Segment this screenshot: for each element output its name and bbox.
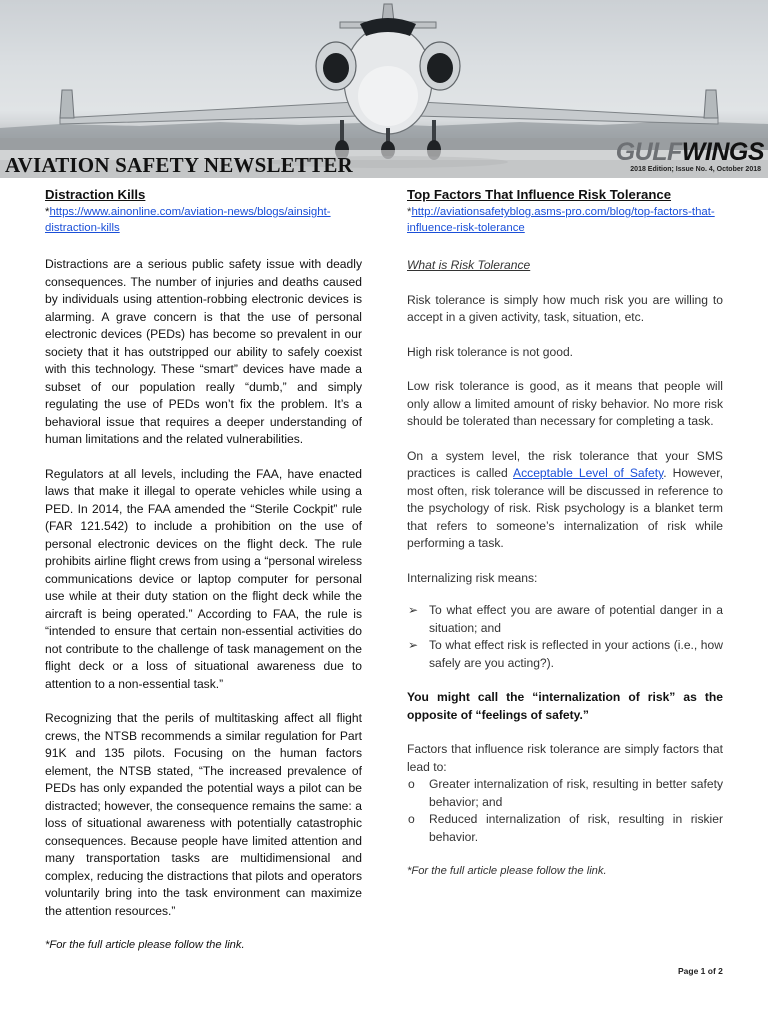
left-article-source-link[interactable]: https://www.ainonline.com/aviation-news/blogs/ainsight-distraction-kills <box>45 206 331 234</box>
right-article-heading: Top Factors That Influence Risk Tolerance <box>407 187 672 202</box>
arrow-bullet-icon: ➢ <box>408 603 419 617</box>
list-item: o Greater internalization of risk, resulting in better safety behavior; and <box>408 777 723 809</box>
newsletter-title: AVIATION SAFETY NEWSLETTER <box>5 153 353 177</box>
left-article-footer-note: *For the full article please follow the link. <box>45 939 245 951</box>
left-paragraph-1: Distractions are a serious public safety issue with deadly consequences. The number of injuries and deaths caused by individuals using attention-robbing electronic devices is alarming. A grave concern is that the use of personal electronic devices (PEDs) has become so prevalent in our society that it has outstripped our ability to safely coexist with this technology. These “smart” devices have made a subset of our population really “dumb,” and simply regulating the use of PEDs won’t fix the problem. It’s a behavioral issue that requires a deeper understanding of human limitations and the related vulnerabilities. <box>45 257 362 446</box>
left-paragraph-2: Regulators at all levels, including the FAA, have enacted laws that make it illegal to operate vehicles while using a PED. In 2014, the FAA amended the “Sterile Cockpit” rule (FAR 121.542) to include a prohibition on the use of personal electronic devices on the flight deck. The rule prohibits airline flight crews from using a “personal wireless communications device or laptop computer for personal use while at their duty station on the flight deck while the aircraft is being operated.” According to FAA, the rule is “intended to ensure that certain non-essential activities do not contribute to the challenge of task management on the flight deck or a loss of situational awareness due to attention to a non-essential task.” <box>45 466 362 691</box>
left-paragraph-3: Recognizing that the perils of multitasking affect all flight crews, the NTSB recommends a similar regulation for Part 91K and 135 pilots. Focusing on the human factors element, the NTSB stated, “The increased prevalence of PEDs has only expanded the potential ways a pilot can be distracted; however, the consequence remains the same: a loss of situational awareness with potentially catastrophic consequences. Because people have limited attention and many transportation tasks are multidimensional and complex, reducing the distractions that pilots and operators voluntarily bring into the task environment can maximize the attention resources.” <box>45 711 362 918</box>
right-article-subheading: What is Risk Tolerance <box>407 258 531 272</box>
right-article-source-link[interactable]: http://aviationsafetyblog.asms-pro.com/blog/top-factors-that-influence-risk-tolerance <box>407 206 715 234</box>
arrow-bullet-icon: ➢ <box>408 638 419 652</box>
circle-bullet-list <box>407 776 723 846</box>
header-banner <box>0 0 768 178</box>
right-paragraph-2: High risk tolerance is not good. <box>407 344 574 359</box>
arrow-bullet-list <box>407 602 723 672</box>
right-article-footer-note: *For the full article please follow the link. <box>407 865 607 877</box>
page-number: Page 1 of 2 <box>678 966 723 976</box>
right-paragraph-1: Risk tolerance is simply how much risk you are willing to accept in a given activity, task, situation, etc. <box>407 292 723 324</box>
gulfwings-logo: GULFWINGS <box>615 139 764 165</box>
right-article-source: *http://aviationsafetyblog.asms-pro.com/blog/top-factors-that-influence-risk-tolerance <box>407 206 715 234</box>
circle-bullet-icon: o <box>408 812 415 826</box>
list-item: ➢ To what effect you are aware of potential danger in a situation; and <box>408 603 723 635</box>
circle-bullet-icon: o <box>408 777 415 791</box>
right-paragraph-6: Factors that influence risk tolerance are simply factors that lead to: <box>407 742 723 774</box>
right-paragraph-5: Internalizing risk means: <box>407 570 538 585</box>
left-article <box>45 186 362 955</box>
right-paragraph-3: Low risk tolerance is good, as it means that people will only allow a limited amount of risky behavior. No more risk should be tolerated than necessary for completing a task. <box>407 379 723 428</box>
right-article <box>407 186 723 881</box>
acceptable-level-of-safety-link[interactable]: Acceptable Level of Safety <box>513 466 664 480</box>
left-article-heading: Distraction Kills <box>45 187 146 202</box>
right-paragraph-4: On a system level, the risk tolerance that your SMS practices is called Acceptable Level of Safety. However, most often, risk tolerance will be discussed in reference to the psychology of risk. Risk psychology is a blanket term that refers to someone’s internalization of risk while performing a task. <box>407 448 723 550</box>
left-article-source: *https://www.ainonline.com/aviation-news/blogs/ainsight-distraction-kills <box>45 206 331 234</box>
list-item: ➢ To what effect risk is reflected in your actions (i.e., how safely are you acting?). <box>408 638 723 670</box>
right-article-callout: You might call the “internalization of risk” as the opposite of “feelings of safety.” <box>407 690 723 722</box>
list-item: o Reduced internalization of risk, resulting in riskier behavior. <box>408 812 723 844</box>
edition-label: 2018 Edition; Issue No. 4, October 2018 <box>630 166 761 173</box>
